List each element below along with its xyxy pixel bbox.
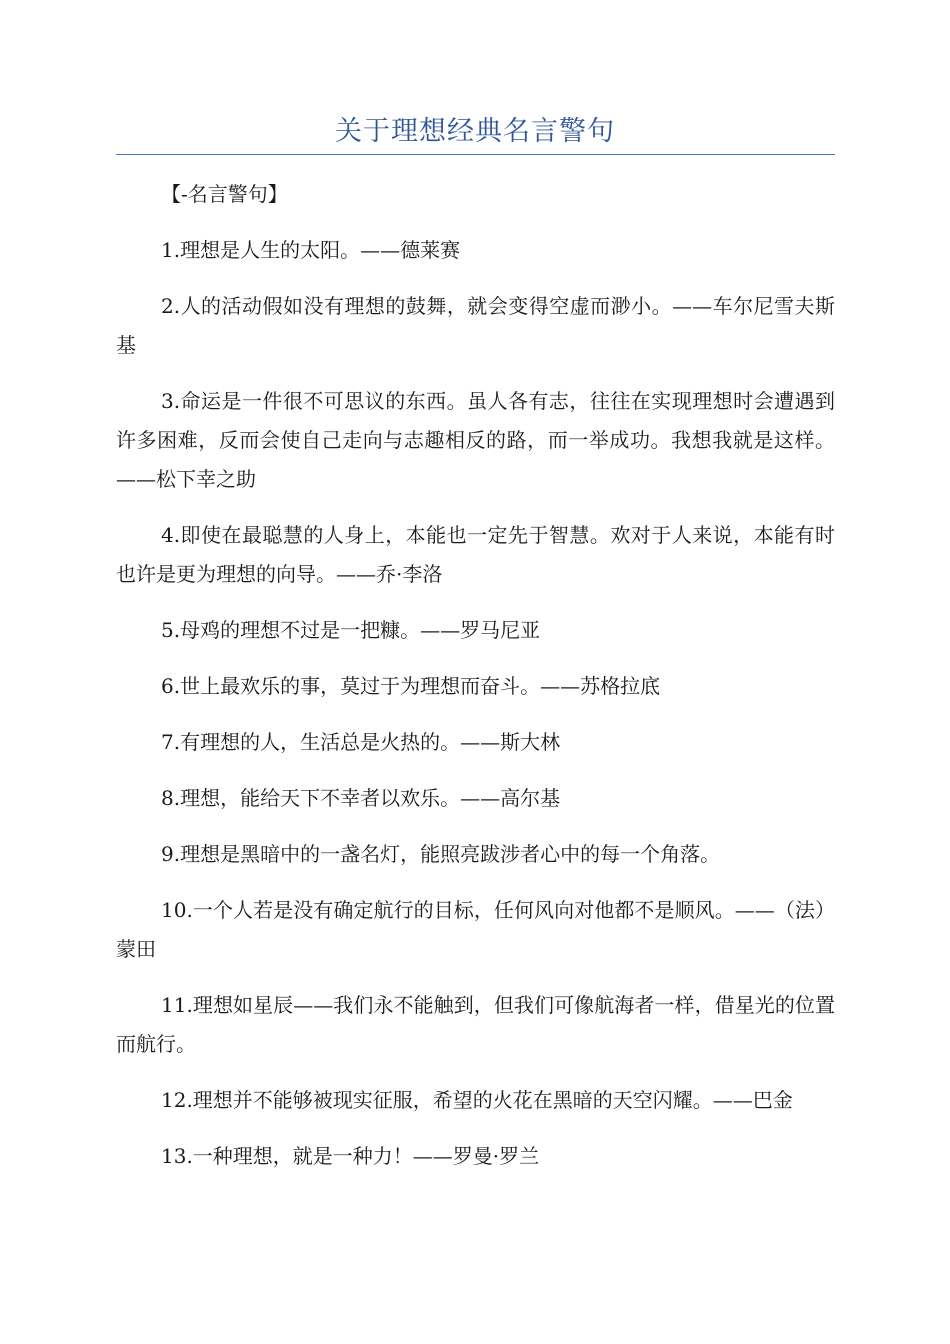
quote-item: 10.一个人若是没有确定航行的目标，任何风向对他都不是顺风。——（法）蒙田 [116, 898, 835, 961]
document-body [116, 175, 835, 1193]
quote-item: 2.人的活动假如没有理想的鼓舞，就会变得空虚而渺小。——车尔尼雪夫斯基 [116, 294, 835, 357]
quote-item: 7.有理想的人，生活总是火热的。——斯大林 [161, 730, 561, 754]
quote-item: 5.母鸡的理想不过是一把糠。——罗马尼亚 [161, 618, 541, 642]
document-title: 关于理想经典名言警句 [335, 116, 615, 147]
quote-item: 11.理想如星辰——我们永不能触到，但我们可像航海者一样，借星光的位置而航行。 [116, 993, 835, 1056]
quote-item: 8.理想，能给天下不幸者以欢乐。——高尔基 [161, 786, 561, 810]
quote-item: 12.理想并不能够被现实征服，希望的火花在黑暗的天空闪耀。——巴金 [161, 1088, 793, 1112]
quote-item: 6.世上最欢乐的事，莫过于为理想而奋斗。——苏格拉底 [161, 674, 661, 698]
quote-item: 13.一种理想，就是一种力！——罗曼·罗兰 [161, 1144, 540, 1168]
quote-item: 4.即使在最聪慧的人身上，本能也一定先于智慧。欢对于人来说，本能有时也许是更为理想的向导。——乔·李洛 [116, 523, 835, 586]
quote-item: 9.理想是黑暗中的一盏名灯，能照亮跋涉者心中的每一个角落。 [161, 842, 721, 866]
section-heading: 【-名言警句】 [161, 182, 288, 206]
title-underline [116, 154, 835, 155]
quote-item: 1.理想是人生的太阳。——德莱赛 [161, 238, 461, 262]
quote-item: 3.命运是一件很不可思议的东西。虽人各有志，往往在实现理想时会遭遇到许多困难，反而会使自己走向与志趣相反的路，而一举成功。我想我就是这样。——松下幸之助 [116, 389, 835, 491]
